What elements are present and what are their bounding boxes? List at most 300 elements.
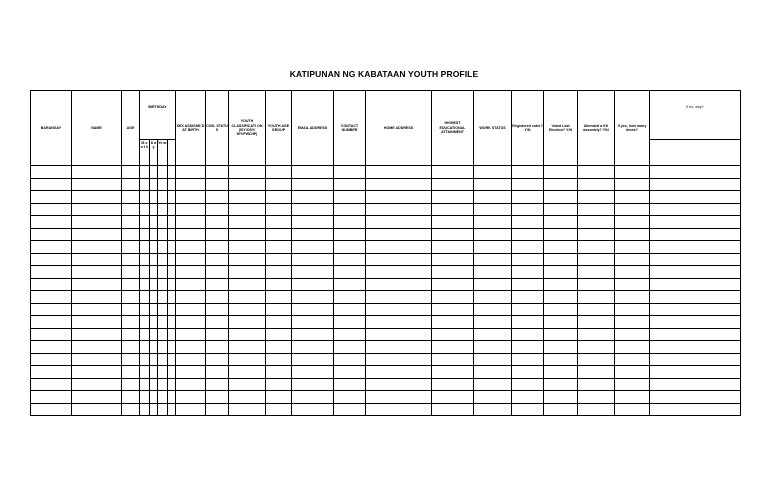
form-cell[interactable]	[615, 316, 650, 329]
form-cell[interactable]	[150, 341, 158, 354]
form-cell[interactable]	[474, 191, 512, 204]
form-cell[interactable]	[72, 191, 122, 204]
form-cell[interactable]	[544, 166, 578, 179]
form-cell[interactable]	[615, 341, 650, 354]
form-cell[interactable]	[206, 228, 229, 241]
form-cell[interactable]	[206, 191, 229, 204]
form-cell[interactable]	[292, 166, 334, 179]
form-cell[interactable]	[474, 228, 512, 241]
form-cell[interactable]	[292, 216, 334, 229]
form-cell[interactable]	[432, 253, 474, 266]
form-cell[interactable]	[266, 178, 292, 191]
form-cell[interactable]	[292, 391, 334, 404]
form-cell[interactable]	[31, 316, 72, 329]
form-cell[interactable]	[168, 228, 176, 241]
form-cell[interactable]	[578, 253, 615, 266]
form-cell[interactable]	[229, 403, 266, 416]
form-cell[interactable]	[158, 291, 168, 304]
form-cell[interactable]	[334, 228, 366, 241]
form-cell[interactable]	[474, 378, 512, 391]
form-cell[interactable]	[31, 216, 72, 229]
form-cell[interactable]	[366, 178, 432, 191]
form-cell[interactable]	[140, 228, 150, 241]
form-cell[interactable]	[140, 216, 150, 229]
form-cell[interactable]	[474, 366, 512, 379]
form-cell[interactable]	[72, 278, 122, 291]
form-cell[interactable]	[292, 203, 334, 216]
form-cell[interactable]	[512, 278, 544, 291]
form-cell[interactable]	[474, 316, 512, 329]
form-cell[interactable]	[615, 366, 650, 379]
form-cell[interactable]	[158, 366, 168, 379]
form-cell[interactable]	[544, 228, 578, 241]
form-cell[interactable]	[168, 291, 176, 304]
form-cell[interactable]	[432, 378, 474, 391]
form-cell[interactable]	[334, 178, 366, 191]
form-cell[interactable]	[140, 166, 150, 179]
form-cell[interactable]	[474, 278, 512, 291]
form-cell[interactable]	[266, 241, 292, 254]
form-cell[interactable]	[512, 378, 544, 391]
form-cell[interactable]	[292, 278, 334, 291]
form-cell[interactable]	[229, 216, 266, 229]
form-cell[interactable]	[31, 253, 72, 266]
form-cell[interactable]	[158, 328, 168, 341]
form-cell[interactable]	[229, 166, 266, 179]
form-cell[interactable]	[432, 366, 474, 379]
form-cell[interactable]	[176, 191, 206, 204]
form-cell[interactable]	[176, 278, 206, 291]
form-cell[interactable]	[31, 328, 72, 341]
form-cell[interactable]	[72, 341, 122, 354]
form-cell[interactable]	[168, 178, 176, 191]
form-cell[interactable]	[206, 278, 229, 291]
form-cell[interactable]	[615, 291, 650, 304]
form-cell[interactable]	[544, 403, 578, 416]
form-cell[interactable]	[334, 291, 366, 304]
form-cell[interactable]	[650, 166, 741, 179]
form-cell[interactable]	[72, 241, 122, 254]
form-cell[interactable]	[544, 241, 578, 254]
form-cell[interactable]	[176, 316, 206, 329]
form-cell[interactable]	[292, 266, 334, 279]
form-cell[interactable]	[206, 303, 229, 316]
form-cell[interactable]	[366, 228, 432, 241]
form-cell[interactable]	[512, 341, 544, 354]
form-cell[interactable]	[432, 316, 474, 329]
form-cell[interactable]	[168, 266, 176, 279]
form-cell[interactable]	[650, 278, 741, 291]
form-cell[interactable]	[292, 191, 334, 204]
form-cell[interactable]	[650, 191, 741, 204]
form-cell[interactable]	[168, 278, 176, 291]
form-cell[interactable]	[229, 303, 266, 316]
form-cell[interactable]	[176, 366, 206, 379]
form-cell[interactable]	[512, 316, 544, 329]
form-cell[interactable]	[544, 253, 578, 266]
form-cell[interactable]	[31, 241, 72, 254]
form-cell[interactable]	[72, 166, 122, 179]
form-cell[interactable]	[140, 241, 150, 254]
form-cell[interactable]	[168, 216, 176, 229]
form-cell[interactable]	[366, 253, 432, 266]
form-cell[interactable]	[266, 403, 292, 416]
form-cell[interactable]	[168, 366, 176, 379]
form-cell[interactable]	[206, 378, 229, 391]
form-cell[interactable]	[544, 391, 578, 404]
form-cell[interactable]	[122, 403, 140, 416]
form-cell[interactable]	[176, 303, 206, 316]
form-cell[interactable]	[158, 353, 168, 366]
form-cell[interactable]	[150, 353, 158, 366]
form-cell[interactable]	[176, 253, 206, 266]
form-cell[interactable]	[176, 341, 206, 354]
form-cell[interactable]	[266, 291, 292, 304]
form-cell[interactable]	[512, 366, 544, 379]
form-cell[interactable]	[366, 378, 432, 391]
form-cell[interactable]	[366, 391, 432, 404]
form-cell[interactable]	[266, 303, 292, 316]
form-cell[interactable]	[474, 391, 512, 404]
form-cell[interactable]	[266, 166, 292, 179]
form-cell[interactable]	[72, 253, 122, 266]
form-cell[interactable]	[122, 228, 140, 241]
form-cell[interactable]	[578, 228, 615, 241]
form-cell[interactable]	[366, 166, 432, 179]
form-cell[interactable]	[206, 216, 229, 229]
form-cell[interactable]	[266, 366, 292, 379]
form-cell[interactable]	[176, 166, 206, 179]
form-cell[interactable]	[615, 266, 650, 279]
form-cell[interactable]	[168, 191, 176, 204]
form-cell[interactable]	[168, 403, 176, 416]
form-cell[interactable]	[206, 328, 229, 341]
form-cell[interactable]	[544, 191, 578, 204]
form-cell[interactable]	[31, 391, 72, 404]
form-cell[interactable]	[31, 191, 72, 204]
form-cell[interactable]	[176, 328, 206, 341]
form-cell[interactable]	[72, 366, 122, 379]
form-cell[interactable]	[140, 253, 150, 266]
form-cell[interactable]	[544, 366, 578, 379]
form-cell[interactable]	[31, 278, 72, 291]
form-cell[interactable]	[140, 403, 150, 416]
form-cell[interactable]	[650, 266, 741, 279]
form-cell[interactable]	[150, 191, 158, 204]
form-cell[interactable]	[615, 303, 650, 316]
form-cell[interactable]	[292, 291, 334, 304]
form-cell[interactable]	[432, 303, 474, 316]
form-cell[interactable]	[168, 253, 176, 266]
form-cell[interactable]	[176, 203, 206, 216]
form-cell[interactable]	[650, 291, 741, 304]
form-cell[interactable]	[122, 253, 140, 266]
form-cell[interactable]	[334, 266, 366, 279]
form-cell[interactable]	[366, 353, 432, 366]
form-cell[interactable]	[122, 378, 140, 391]
form-cell[interactable]	[334, 403, 366, 416]
form-cell[interactable]	[544, 316, 578, 329]
form-cell[interactable]	[168, 328, 176, 341]
form-cell[interactable]	[140, 278, 150, 291]
form-cell[interactable]	[31, 353, 72, 366]
form-cell[interactable]	[615, 403, 650, 416]
form-cell[interactable]	[292, 378, 334, 391]
form-cell[interactable]	[229, 378, 266, 391]
form-cell[interactable]	[432, 216, 474, 229]
form-cell[interactable]	[229, 253, 266, 266]
form-cell[interactable]	[206, 253, 229, 266]
form-cell[interactable]	[544, 291, 578, 304]
form-cell[interactable]	[512, 241, 544, 254]
form-cell[interactable]	[150, 228, 158, 241]
form-cell[interactable]	[72, 328, 122, 341]
form-cell[interactable]	[544, 203, 578, 216]
form-cell[interactable]	[158, 266, 168, 279]
form-cell[interactable]	[474, 241, 512, 254]
form-cell[interactable]	[578, 203, 615, 216]
form-cell[interactable]	[615, 228, 650, 241]
form-cell[interactable]	[650, 391, 741, 404]
form-cell[interactable]	[578, 216, 615, 229]
form-cell[interactable]	[206, 366, 229, 379]
form-cell[interactable]	[176, 178, 206, 191]
form-cell[interactable]	[158, 166, 168, 179]
form-cell[interactable]	[544, 266, 578, 279]
form-cell[interactable]	[578, 378, 615, 391]
form-cell[interactable]	[229, 328, 266, 341]
form-cell[interactable]	[150, 316, 158, 329]
form-cell[interactable]	[334, 191, 366, 204]
form-cell[interactable]	[292, 178, 334, 191]
form-cell[interactable]	[578, 328, 615, 341]
form-cell[interactable]	[158, 228, 168, 241]
form-cell[interactable]	[266, 378, 292, 391]
form-cell[interactable]	[266, 328, 292, 341]
form-cell[interactable]	[366, 328, 432, 341]
form-cell[interactable]	[266, 316, 292, 329]
form-cell[interactable]	[158, 191, 168, 204]
form-cell[interactable]	[31, 291, 72, 304]
form-cell[interactable]	[176, 266, 206, 279]
form-cell[interactable]	[229, 191, 266, 204]
form-cell[interactable]	[512, 228, 544, 241]
form-cell[interactable]	[168, 303, 176, 316]
form-cell[interactable]	[650, 228, 741, 241]
form-cell[interactable]	[150, 178, 158, 191]
form-cell[interactable]	[615, 278, 650, 291]
form-cell[interactable]	[578, 191, 615, 204]
form-cell[interactable]	[334, 303, 366, 316]
form-cell[interactable]	[650, 328, 741, 341]
form-cell[interactable]	[512, 203, 544, 216]
form-cell[interactable]	[474, 328, 512, 341]
form-cell[interactable]	[122, 341, 140, 354]
form-cell[interactable]	[474, 216, 512, 229]
form-cell[interactable]	[650, 366, 741, 379]
form-cell[interactable]	[512, 403, 544, 416]
form-cell[interactable]	[266, 253, 292, 266]
form-cell[interactable]	[615, 216, 650, 229]
form-cell[interactable]	[176, 228, 206, 241]
form-cell[interactable]	[366, 366, 432, 379]
form-cell[interactable]	[366, 266, 432, 279]
form-cell[interactable]	[474, 303, 512, 316]
form-cell[interactable]	[366, 278, 432, 291]
form-cell[interactable]	[650, 316, 741, 329]
form-cell[interactable]	[474, 266, 512, 279]
form-cell[interactable]	[122, 191, 140, 204]
form-cell[interactable]	[140, 316, 150, 329]
form-cell[interactable]	[72, 216, 122, 229]
form-cell[interactable]	[615, 328, 650, 341]
form-cell[interactable]	[122, 366, 140, 379]
form-cell[interactable]	[334, 391, 366, 404]
form-cell[interactable]	[544, 378, 578, 391]
form-cell[interactable]	[366, 303, 432, 316]
form-cell[interactable]	[578, 278, 615, 291]
form-cell[interactable]	[158, 253, 168, 266]
form-cell[interactable]	[229, 391, 266, 404]
form-cell[interactable]	[122, 316, 140, 329]
form-cell[interactable]	[615, 378, 650, 391]
form-cell[interactable]	[578, 291, 615, 304]
form-cell[interactable]	[432, 166, 474, 179]
form-cell[interactable]	[578, 166, 615, 179]
form-cell[interactable]	[158, 241, 168, 254]
form-cell[interactable]	[140, 328, 150, 341]
form-cell[interactable]	[544, 278, 578, 291]
form-cell[interactable]	[334, 203, 366, 216]
form-cell[interactable]	[474, 353, 512, 366]
form-cell[interactable]	[72, 403, 122, 416]
form-cell[interactable]	[150, 403, 158, 416]
form-cell[interactable]	[578, 341, 615, 354]
form-cell[interactable]	[206, 291, 229, 304]
form-cell[interactable]	[31, 403, 72, 416]
form-cell[interactable]	[334, 166, 366, 179]
form-cell[interactable]	[432, 203, 474, 216]
form-cell[interactable]	[578, 403, 615, 416]
form-cell[interactable]	[266, 353, 292, 366]
form-cell[interactable]	[150, 241, 158, 254]
form-cell[interactable]	[229, 341, 266, 354]
form-cell[interactable]	[31, 178, 72, 191]
form-cell[interactable]	[140, 178, 150, 191]
form-cell[interactable]	[292, 366, 334, 379]
form-cell[interactable]	[140, 391, 150, 404]
form-cell[interactable]	[158, 378, 168, 391]
form-cell[interactable]	[31, 341, 72, 354]
form-cell[interactable]	[334, 353, 366, 366]
form-cell[interactable]	[140, 378, 150, 391]
form-cell[interactable]	[122, 241, 140, 254]
form-cell[interactable]	[150, 391, 158, 404]
form-cell[interactable]	[72, 303, 122, 316]
form-cell[interactable]	[31, 303, 72, 316]
form-cell[interactable]	[158, 403, 168, 416]
form-cell[interactable]	[334, 341, 366, 354]
form-cell[interactable]	[229, 366, 266, 379]
form-cell[interactable]	[150, 291, 158, 304]
form-cell[interactable]	[432, 328, 474, 341]
form-cell[interactable]	[578, 266, 615, 279]
form-cell[interactable]	[615, 253, 650, 266]
form-cell[interactable]	[229, 291, 266, 304]
form-cell[interactable]	[578, 391, 615, 404]
form-cell[interactable]	[72, 228, 122, 241]
form-cell[interactable]	[474, 178, 512, 191]
form-cell[interactable]	[168, 341, 176, 354]
form-cell[interactable]	[168, 391, 176, 404]
form-cell[interactable]	[122, 278, 140, 291]
form-cell[interactable]	[366, 403, 432, 416]
form-cell[interactable]	[266, 203, 292, 216]
form-cell[interactable]	[578, 353, 615, 366]
form-cell[interactable]	[650, 378, 741, 391]
form-cell[interactable]	[334, 216, 366, 229]
form-cell[interactable]	[432, 403, 474, 416]
form-cell[interactable]	[292, 303, 334, 316]
form-cell[interactable]	[266, 216, 292, 229]
form-cell[interactable]	[512, 266, 544, 279]
form-cell[interactable]	[366, 316, 432, 329]
form-cell[interactable]	[650, 216, 741, 229]
form-cell[interactable]	[206, 353, 229, 366]
form-cell[interactable]	[578, 178, 615, 191]
form-cell[interactable]	[158, 316, 168, 329]
form-cell[interactable]	[122, 353, 140, 366]
form-cell[interactable]	[292, 316, 334, 329]
form-cell[interactable]	[366, 341, 432, 354]
form-cell[interactable]	[615, 203, 650, 216]
form-cell[interactable]	[292, 253, 334, 266]
form-cell[interactable]	[366, 203, 432, 216]
form-cell[interactable]	[512, 253, 544, 266]
form-cell[interactable]	[150, 366, 158, 379]
form-cell[interactable]	[140, 341, 150, 354]
form-cell[interactable]	[578, 241, 615, 254]
form-cell[interactable]	[229, 203, 266, 216]
form-cell[interactable]	[334, 278, 366, 291]
form-cell[interactable]	[31, 266, 72, 279]
form-cell[interactable]	[206, 403, 229, 416]
form-cell[interactable]	[650, 253, 741, 266]
form-cell[interactable]	[140, 366, 150, 379]
form-cell[interactable]	[122, 303, 140, 316]
form-cell[interactable]	[266, 266, 292, 279]
form-cell[interactable]	[334, 316, 366, 329]
form-cell[interactable]	[31, 228, 72, 241]
form-cell[interactable]	[122, 391, 140, 404]
form-cell[interactable]	[206, 316, 229, 329]
form-cell[interactable]	[168, 203, 176, 216]
form-cell[interactable]	[366, 216, 432, 229]
form-cell[interactable]	[512, 191, 544, 204]
form-cell[interactable]	[474, 291, 512, 304]
form-cell[interactable]	[140, 291, 150, 304]
form-cell[interactable]	[158, 203, 168, 216]
form-cell[interactable]	[72, 353, 122, 366]
form-cell[interactable]	[615, 241, 650, 254]
form-cell[interactable]	[366, 241, 432, 254]
form-cell[interactable]	[544, 216, 578, 229]
form-cell[interactable]	[31, 203, 72, 216]
form-cell[interactable]	[650, 178, 741, 191]
form-cell[interactable]	[150, 166, 158, 179]
form-cell[interactable]	[650, 303, 741, 316]
form-cell[interactable]	[432, 241, 474, 254]
